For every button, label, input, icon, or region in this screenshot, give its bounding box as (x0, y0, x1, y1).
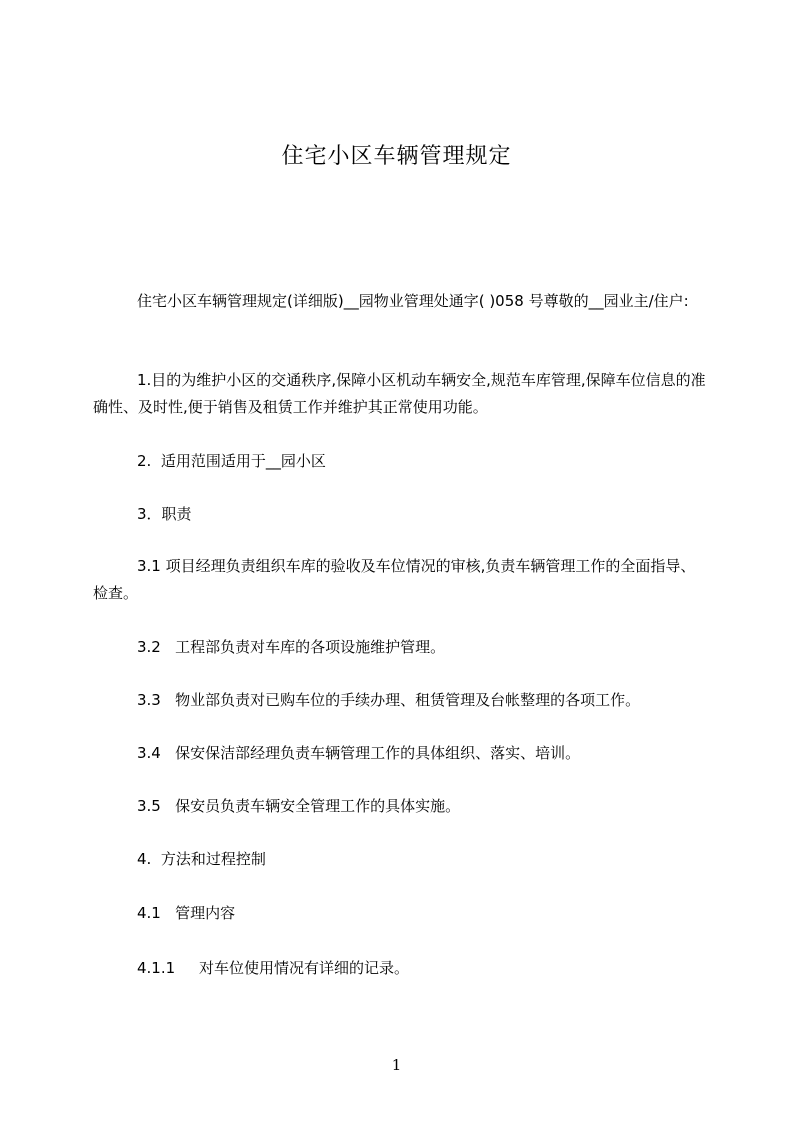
page-number: 1 (391, 1056, 402, 1074)
document-title: 住宅小区车辆管理规定 (281, 144, 512, 169)
responsibility-3-1: 3.1 项目经理负责组织车库的验收及车位情况的审核,负责车辆管理工作的全面指导、检查。 (93, 557, 696, 602)
responsibility-3-3: 3.3 物业部负责对已购车位的手续办理、租赁管理及台帐整理的各项工作。 (137, 691, 641, 709)
method-heading: 4. 方法和过程控制 (137, 850, 266, 868)
responsibility-3-2: 3.2 工程部负责对车库的各项设施维护管理。 (137, 638, 446, 656)
responsibility-3-5: 3.5 保安员负责车辆安全管理工作的具体实施。 (137, 797, 461, 815)
intro-paragraph: 住宅小区车辆管理规定(详细版)__园物业管理处通字( )058 号尊敬的__园业主/住户: (137, 292, 689, 310)
management-content-heading: 4.1 管理内容 (137, 904, 236, 922)
responsibility-3-4: 3.4 保安保洁部经理负责车辆管理工作的具体组织、落实、培训。 (137, 744, 581, 762)
scope-paragraph: 2. 适用范围适用于__园小区 (137, 452, 326, 470)
purpose-paragraph: 1.目的为维护小区的交通秩序,保障小区机动车辆安全,规范车库管理,保障车位信息的准确性、及时性,便于销售及租赁工作并维护其正常使用功能。 (93, 371, 706, 416)
record-item-4-1-1: 4.1.1 对车位使用情况有详细的记录。 (137, 959, 410, 977)
responsibilities-heading: 3．职责 (137, 505, 192, 523)
